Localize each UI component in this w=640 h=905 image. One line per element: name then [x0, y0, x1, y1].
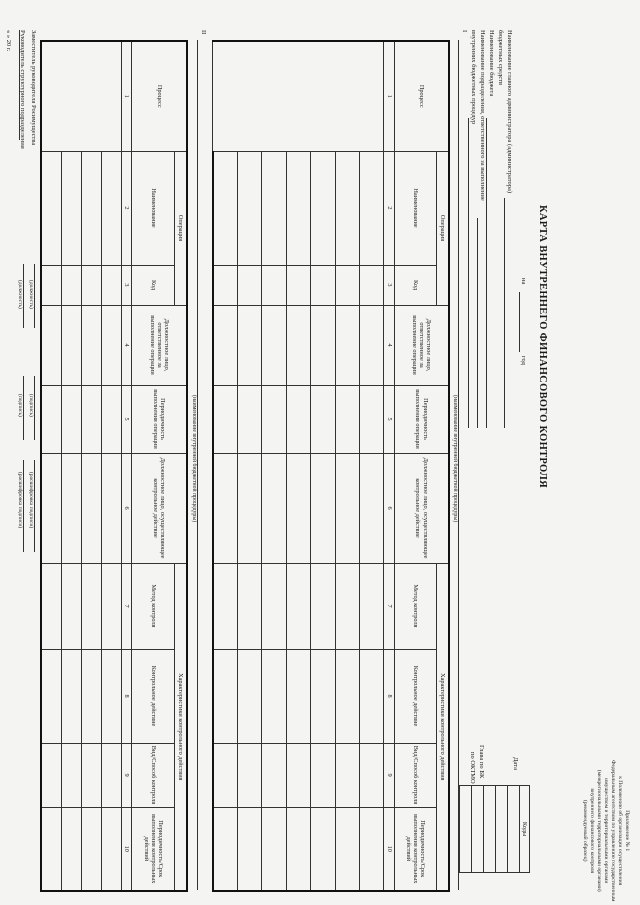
deputy-position-caption: (должность)	[28, 280, 34, 309]
codes-glava-label: Глава по БК	[478, 745, 485, 779]
table-cell	[213, 649, 237, 743]
table-cell	[311, 807, 335, 891]
table-cell	[237, 305, 261, 385]
section1-procedure-caption: (наименование внутренней бюджетной процедуры)	[452, 395, 458, 523]
document-title: КАРТА ВНУТРЕННЕГО ФИНАНСОВОГО КОНТРОЛЯ	[537, 205, 548, 488]
head-position-line	[23, 264, 24, 328]
section2-procedure-line	[197, 40, 198, 890]
col-method: Метод контроля	[394, 563, 437, 649]
col-operation: Операция	[437, 151, 449, 305]
table-cell	[311, 265, 335, 305]
codes-cell	[472, 786, 484, 873]
col-number: 8	[384, 649, 394, 743]
table-cell	[41, 743, 61, 807]
table-cell	[41, 453, 61, 563]
table-cell	[213, 151, 237, 265]
appendix-line: к Положению об организации осуществления	[617, 776, 624, 886]
table-cell	[41, 151, 61, 265]
table-cell	[237, 151, 261, 265]
codes-cell	[484, 786, 496, 873]
header-field: Наименование главного администратора (администратора)	[506, 30, 513, 194]
table-cell	[262, 563, 286, 649]
col-number: 2	[384, 151, 394, 265]
table-cell	[311, 453, 335, 563]
table-cell	[335, 151, 359, 265]
table-cell	[213, 453, 237, 563]
table-cell	[61, 385, 81, 453]
field-line	[486, 118, 487, 428]
table-cell	[286, 649, 310, 743]
col-number: 9	[121, 743, 132, 807]
appendix-line: (межрегиональными территориальными органами)	[596, 769, 603, 892]
head-position-caption: (должность)	[17, 280, 23, 309]
deputy-position-line	[34, 264, 35, 328]
table-cell	[213, 265, 237, 305]
table-cell	[41, 807, 61, 891]
table-cell	[61, 743, 81, 807]
header-field: Наименование подразделения, ответственного за выполнение	[479, 30, 486, 201]
appendix-line: Приложение № 1	[624, 810, 630, 852]
table-cell	[335, 265, 359, 305]
col-name: Наименование	[394, 151, 437, 265]
col-name: Наименование	[132, 151, 174, 265]
deputy-decode-caption: (расшифровка подписи)	[28, 472, 34, 529]
table-cell	[101, 743, 121, 807]
appendix-line: имуществом и территориальными органами	[603, 778, 610, 884]
col-characteristics: Характеристики контрольного действия	[174, 563, 187, 891]
col-controller: Должностное лицо, осуществляющее контрольное действие	[394, 453, 449, 563]
table-cell	[213, 563, 237, 649]
table-cell	[237, 453, 261, 563]
table-cell	[360, 305, 384, 385]
table-cell	[81, 807, 101, 891]
table-cell	[81, 743, 101, 807]
table-cell	[311, 305, 335, 385]
table-cell	[81, 563, 101, 649]
field-line	[477, 218, 478, 428]
table-cell	[262, 151, 286, 265]
section1-roman: I	[461, 30, 468, 33]
table-cell	[335, 743, 359, 807]
table-cell	[237, 649, 261, 743]
col-kind: Вид/Способ контроля	[132, 743, 174, 807]
table-cell	[286, 385, 310, 453]
appendix-line: Федеральным агентством по управлению государственным	[610, 760, 617, 902]
table-cell	[335, 385, 359, 453]
table-cell	[360, 649, 384, 743]
table-cell	[101, 265, 121, 305]
codes-oktmo-label: по ОКТМО	[469, 752, 476, 784]
col-number: 1	[121, 41, 132, 151]
codes-cell	[508, 786, 520, 873]
appendix-line: (рекомендуемый образец)	[582, 799, 589, 862]
year-line	[519, 292, 520, 352]
table-cell	[101, 151, 121, 265]
head-signature-caption: (подпись)	[17, 394, 23, 417]
head-decode-line	[23, 460, 24, 552]
col-code: Код	[132, 265, 174, 305]
table-cell	[41, 563, 61, 649]
table-cell	[61, 151, 81, 265]
table-cell	[311, 385, 335, 453]
table-cell	[360, 563, 384, 649]
table-cell	[61, 305, 81, 385]
table-cell	[335, 649, 359, 743]
table-cell	[311, 563, 335, 649]
col-number: 9	[384, 743, 394, 807]
table-cell	[41, 265, 61, 305]
table-cell	[262, 305, 286, 385]
section2-procedure-caption: (наименование внутренней бюджетной процедуры)	[191, 395, 197, 523]
date-line: « » 20 г.	[5, 30, 12, 52]
table-cell	[213, 743, 237, 807]
table-cell	[360, 151, 384, 265]
table-cell	[61, 453, 81, 563]
col-method: Метод контроля	[132, 563, 174, 649]
deputy-signature-line	[34, 376, 35, 440]
col-number: 5	[384, 385, 394, 453]
table-cell	[237, 563, 261, 649]
table-cell	[286, 743, 310, 807]
table-cell	[213, 807, 237, 891]
col-action: Контрольное действие	[394, 649, 437, 743]
table-cell	[101, 305, 121, 385]
header-field: бюджетных средств	[497, 30, 504, 86]
table-cell	[311, 649, 335, 743]
col-period: Периодичность выполнения операции	[394, 385, 449, 453]
table-cell	[101, 563, 121, 649]
codes-cell	[460, 786, 472, 873]
table-cell	[360, 743, 384, 807]
col-controller: Должностное лицо, осуществляющее контрольное действие	[132, 453, 187, 563]
table-cell	[286, 265, 310, 305]
codes-table	[459, 785, 530, 873]
table-cell	[101, 807, 121, 891]
table-cell	[81, 649, 101, 743]
head-label: Руководитель структурного подразделения	[19, 30, 26, 149]
col-official: Должностное лицо, ответственное за выполнение операции	[394, 305, 449, 385]
col-kind: Вид/Способ контроля	[394, 743, 437, 807]
head-decode-caption: (расшифровка подписи)	[17, 472, 23, 529]
table-cell	[213, 385, 237, 453]
col-operation: Операция	[174, 151, 187, 305]
table-cell	[262, 265, 286, 305]
head-signature-line	[23, 376, 24, 440]
appendix-line: внутреннего финансового контроля	[589, 788, 596, 874]
title-na: на	[520, 278, 527, 285]
col-number: 5	[121, 385, 132, 453]
section1-table	[212, 40, 450, 892]
table-cell	[286, 305, 310, 385]
table-cell	[311, 743, 335, 807]
col-action: Контрольное действие	[132, 649, 174, 743]
codes-cell	[496, 786, 508, 873]
title-god: год	[520, 356, 527, 365]
table-cell	[101, 385, 121, 453]
table-cell	[286, 563, 310, 649]
header-field: внутренних бюджетных процедур	[470, 30, 477, 125]
codes-date-label: Дата	[512, 757, 519, 770]
table-cell	[360, 453, 384, 563]
table-cell	[61, 649, 81, 743]
table-cell	[41, 385, 61, 453]
col-process: Процесс	[132, 41, 187, 151]
col-number: 6	[121, 453, 132, 563]
col-period: Периодичность выполнения операции	[132, 385, 187, 453]
col-characteristics: Характеристики контрольного действия	[437, 563, 449, 891]
appendix-note	[581, 760, 630, 901]
table-cell	[262, 649, 286, 743]
table-cell	[237, 807, 261, 891]
deputy-label: Заместитель руководителя Росимущества	[30, 30, 37, 146]
table-cell	[286, 453, 310, 563]
table-cell	[360, 807, 384, 891]
table-cell	[41, 305, 61, 385]
col-number: 4	[384, 305, 394, 385]
table-cell	[81, 151, 101, 265]
table-cell	[262, 385, 286, 453]
col-code: Код	[394, 265, 437, 305]
table-cell	[81, 305, 101, 385]
table-cell	[101, 649, 121, 743]
col-number: 6	[384, 453, 394, 563]
table-cell	[335, 305, 359, 385]
table-cell	[213, 41, 384, 151]
col-number: 2	[121, 151, 132, 265]
col-number: 1	[384, 41, 394, 151]
col-term: Периодичность/Срок выполнения контрольных действий	[132, 807, 174, 891]
section1-procedure-line	[458, 40, 459, 890]
col-term: Периодичность/Срок выполнения контрольных действий	[394, 807, 437, 891]
table-cell	[81, 265, 101, 305]
table-cell	[335, 453, 359, 563]
table-cell	[360, 385, 384, 453]
table-cell	[262, 807, 286, 891]
table-cell	[237, 385, 261, 453]
table-cell	[286, 807, 310, 891]
col-number: 4	[121, 305, 132, 385]
table-cell	[81, 385, 101, 453]
col-number: 8	[121, 649, 132, 743]
field-line	[468, 118, 469, 428]
table-cell	[61, 265, 81, 305]
field-line	[504, 198, 505, 428]
table-cell	[237, 265, 261, 305]
table-cell	[81, 453, 101, 563]
table-cell	[237, 743, 261, 807]
table-cell	[286, 151, 310, 265]
deputy-signature-caption: (подпись)	[28, 394, 34, 417]
col-number: 7	[121, 563, 132, 649]
col-number: 3	[384, 265, 394, 305]
codes-header: Коды	[520, 786, 530, 873]
table-cell	[101, 453, 121, 563]
deputy-decode-line	[34, 460, 35, 552]
table-cell	[41, 41, 121, 151]
table-cell	[61, 563, 81, 649]
table-cell	[262, 453, 286, 563]
table-cell	[213, 305, 237, 385]
section2-roman: II	[200, 30, 207, 35]
table-cell	[311, 151, 335, 265]
table-cell	[335, 563, 359, 649]
col-number: 10	[121, 807, 132, 891]
table-cell	[335, 807, 359, 891]
col-official: Должностное лицо, ответственное за выполнение операции	[132, 305, 187, 385]
table-cell	[61, 807, 81, 891]
col-number: 7	[384, 563, 394, 649]
col-number: 10	[384, 807, 394, 891]
table-cell	[360, 265, 384, 305]
table-cell	[262, 743, 286, 807]
section2-table	[40, 40, 188, 892]
col-number: 3	[121, 265, 132, 305]
col-process: Процесс	[394, 41, 449, 151]
header-field: Наименование бюджета	[488, 30, 495, 97]
table-cell	[41, 649, 61, 743]
